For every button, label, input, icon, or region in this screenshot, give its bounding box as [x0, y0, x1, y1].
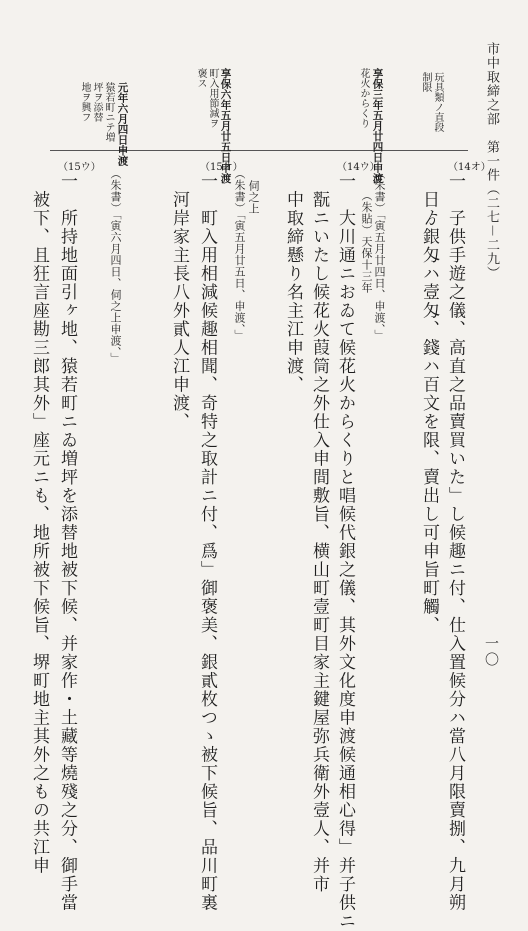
entry-line: 被下、且狂言座勘三郎其外」座元ニも、地所被下候旨、堺町地主其外之もの共江申 [29, 172, 49, 875]
source-note-sub: 伺之上 [247, 180, 260, 215]
margin-note-date: 元年六月四日申渡 [116, 82, 129, 166]
margin-note-date: 享保三年五月廿四日申渡 [371, 68, 384, 184]
folio-number: （14オ） [448, 162, 491, 173]
margin-note-date: 享保六年五月廿五日申渡 [219, 68, 232, 184]
margin-note-text: 制限 [420, 72, 431, 92]
entry-line: 翫ニいたし候花火葭筒之外仕入申間敷旨、横山町壹町目家主鍵屋弥兵衛外壹人、并市 [309, 172, 329, 894]
running-title: 市中取締之部 第一件（二七－二九） [484, 42, 499, 281]
page-number: 一〇 [483, 636, 499, 668]
entry-line: 河岸家主長八外貳人江申渡、 [169, 172, 189, 431]
source-note: （朱書）「寅五月廿四日、申渡、」 [373, 168, 386, 341]
entry-line: 一 所持地面引ヶ地、猿若町ニゐ増坪を添替地被下候、并家作・土藏等燒殘之分、御手當 [57, 172, 77, 912]
margin-note-text: 花火からくり [358, 68, 369, 128]
source-note-sub: （朱貼）天保十三年 [360, 190, 373, 294]
margin-note-text: 町入用節減ヲ [207, 68, 218, 128]
folio-number: （15ウ） [58, 162, 101, 173]
source-note: （朱書）「寅六月四日、伺之上申渡、」 [109, 168, 122, 364]
entry-line: 一 大川通ニおゐて候花火からくりと唱候代銀之儀、其外文化度申渡候通相心得」并子供ニ [335, 172, 355, 931]
margin-note-text: 坪ヲ添替 [91, 82, 102, 122]
margin-note-text: 猿若町ニテ増 [103, 82, 114, 142]
source-note: （朱書）「寅五月廿五日、申渡、」 [233, 168, 246, 341]
entry-line: 中取締懸り名主江申渡、 [283, 172, 303, 394]
folio-number: （15オ） [200, 162, 243, 173]
margin-note-text: 褒ス [195, 68, 206, 88]
folio-number: （14ウ） [337, 162, 380, 173]
entry-line: 一 子供手遊之儀、高直之品賣買いた」し候趣ニ付、仕入置候分ハ當八月限賣捌、九月朔 [445, 172, 465, 912]
entry-line: 一 町入用相減候趣相聞、奇特之取計ニ付、爲」御褒美、銀貳枚つゝ被下候旨、品川町裏 [197, 172, 217, 912]
margin-rule [50, 150, 468, 151]
entry-line: 日ゟ銀匁ハ壹匁、錢ハ百文を限、賣出し可申旨町觸、 [419, 172, 439, 635]
margin-note-text: 地ヲ興フ [79, 82, 90, 122]
margin-note-text: 玩具類ノ直段 [432, 72, 443, 132]
